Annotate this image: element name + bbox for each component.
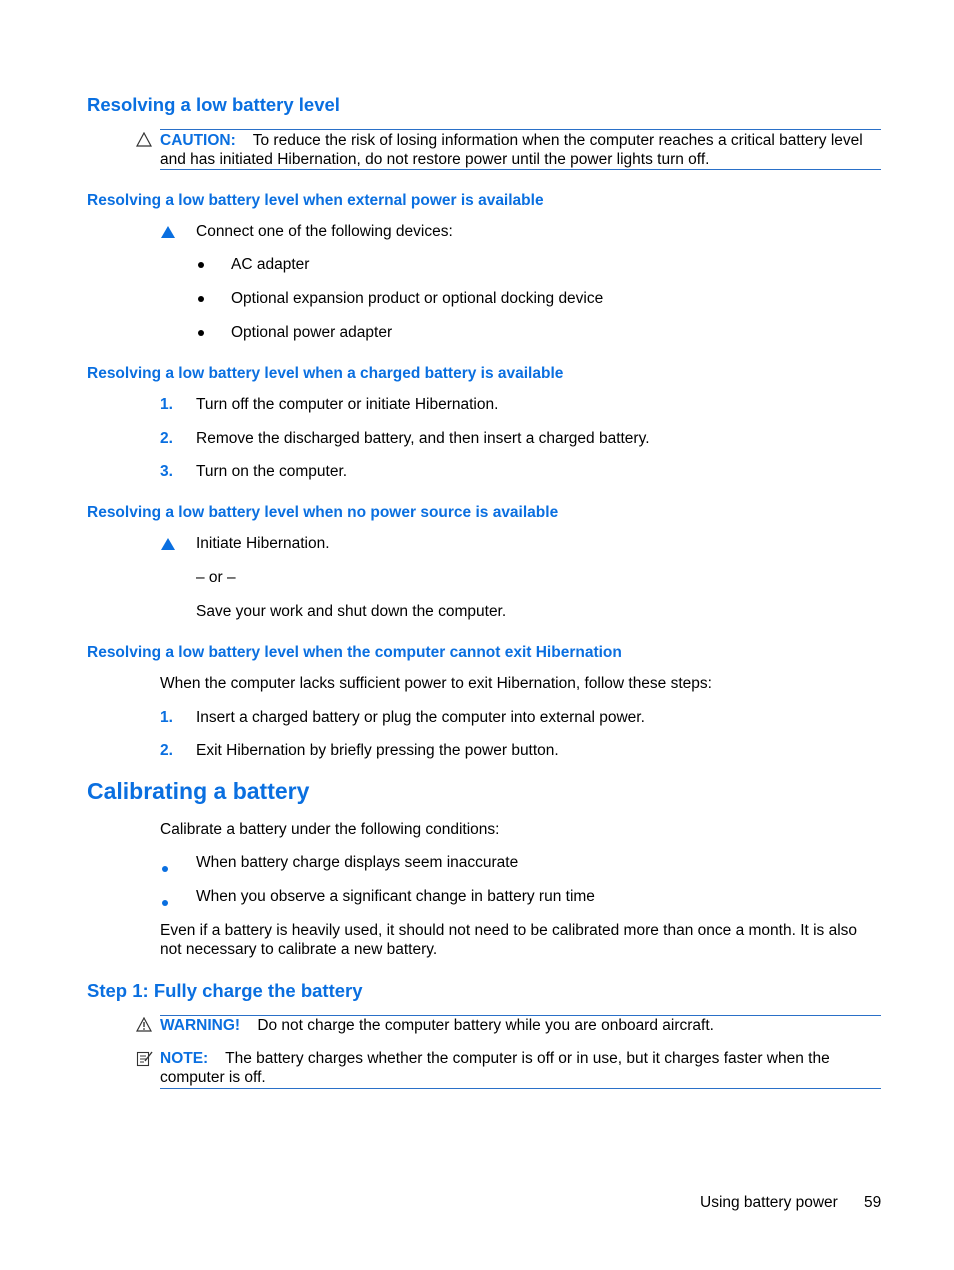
- step-number: 3.: [160, 463, 173, 480]
- heading-calibrating-battery: Calibrating a battery: [87, 778, 310, 804]
- footer-page-number: 59: [864, 1194, 882, 1211]
- caution-block: [160, 131, 882, 169]
- caution-label: CAUTION:: [160, 132, 236, 149]
- list-item: When you observe a significant change in battery run time: [196, 888, 595, 905]
- step-text: Remove the discharged battery, and then insert a charged battery.: [196, 430, 650, 447]
- caution-text: To reduce the risk of losing information when the computer reaches a critical battery level and has initiated Hibernation, do not restore power until the power lights turn off.: [160, 132, 863, 168]
- paragraph-intro: When the computer lacks sufficient power to exit Hibernation, follow these steps:: [160, 675, 712, 692]
- list-item: When battery charge displays seem inaccurate: [196, 854, 519, 871]
- heading-resolving-low-battery: Resolving a low battery level: [87, 94, 340, 115]
- note-block: [160, 1049, 882, 1087]
- footer-section-name: Using battery power: [700, 1194, 838, 1211]
- note-label: NOTE:: [160, 1050, 209, 1067]
- paragraph-calibrate-intro: Calibrate a battery under the following conditions:: [160, 821, 500, 838]
- list-item: AC adapter: [231, 256, 310, 273]
- or-separator: – or –: [196, 569, 236, 586]
- step-triangle-icon: [161, 226, 175, 238]
- note-text: The battery charges whether the computer is off or in use, but it charges faster when the computer is off.: [160, 1050, 830, 1086]
- step-text: Insert a charged battery or plug the computer into external power.: [196, 709, 645, 726]
- bullet-icon: [198, 330, 204, 336]
- step-text: Turn off the computer or initiate Hibernation.: [196, 396, 499, 413]
- heading-no-power-source: Resolving a low battery level when no power source is available: [87, 504, 559, 521]
- step-number: 1.: [160, 396, 173, 413]
- step-alternative: Save your work and shut down the computer.: [196, 603, 507, 620]
- warning-icon: [136, 1017, 152, 1032]
- bullet-icon: [162, 866, 168, 872]
- warning-block: [160, 1016, 714, 1035]
- heading-step1-fully-charge: Step 1: Fully charge the battery: [87, 980, 363, 1001]
- note-bottom-rule: [160, 1088, 881, 1089]
- warning-text: Do not charge the computer battery while you are onboard aircraft.: [257, 1017, 714, 1034]
- warning-label: WARNING!: [160, 1017, 241, 1034]
- heading-cannot-exit-hibernation: Resolving a low battery level when the computer cannot exit Hibernation: [87, 644, 622, 661]
- bullet-icon: [198, 296, 204, 302]
- step-number: 2.: [160, 430, 173, 447]
- step-connect-devices: Connect one of the following devices:: [196, 223, 453, 240]
- bullet-icon: [198, 262, 204, 268]
- list-item: Optional expansion product or optional docking device: [231, 290, 604, 307]
- step-text: Exit Hibernation by briefly pressing the power button.: [196, 742, 559, 759]
- step-number: 2.: [160, 742, 173, 759]
- list-item: Optional power adapter: [231, 324, 393, 341]
- caution-top-rule: [160, 129, 881, 130]
- note-icon: [136, 1050, 153, 1067]
- heading-external-power: Resolving a low battery level when external power is available: [87, 192, 544, 209]
- heading-charged-battery: Resolving a low battery level when a charged battery is available: [87, 365, 564, 382]
- step-triangle-icon: [161, 538, 175, 550]
- paragraph-calibration-frequency: Even if a battery is heavily used, it should not need to be calibrated more than once a month. It is also not necessary to calibrate a new battery.: [160, 922, 858, 958]
- bullet-icon: [162, 900, 168, 906]
- step-number: 1.: [160, 709, 173, 726]
- step-initiate-hibernation: Initiate Hibernation.: [196, 535, 330, 552]
- caution-bottom-rule: [160, 169, 881, 170]
- caution-icon: [136, 132, 152, 147]
- step-text: Turn on the computer.: [196, 463, 348, 480]
